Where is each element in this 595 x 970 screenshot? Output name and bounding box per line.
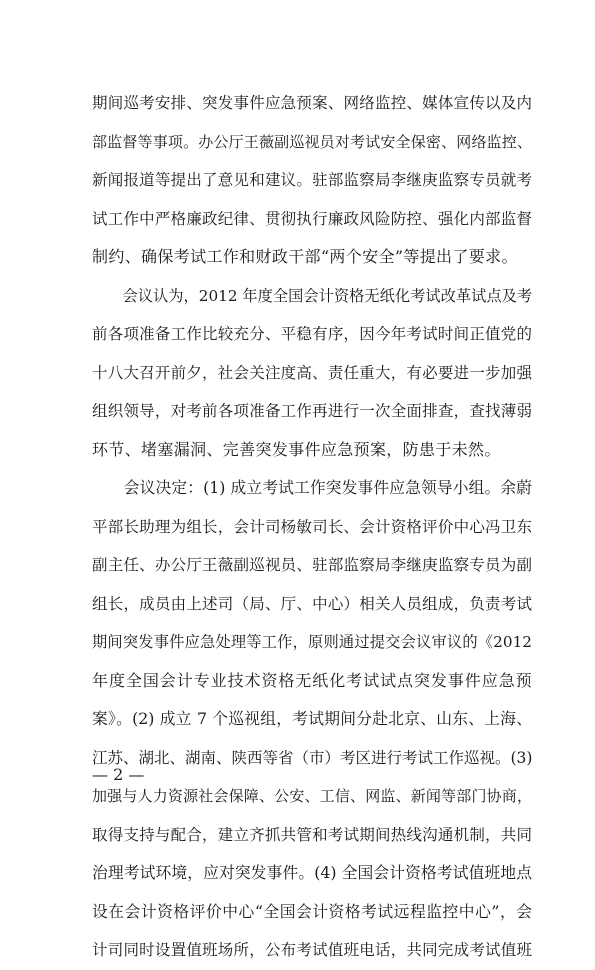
text-line: 制约、确保考试工作和财政干部“两个安全”等提出了要求。	[92, 247, 518, 266]
text-line: 部监督等事项。办公厅王薇副巡视员对考试安全保密、网络监控、	[92, 132, 532, 151]
text-line: 期间突发事件应急处理等工作，原则通过提交会议审议的《2012	[92, 633, 532, 651]
text-line: 平部长助理为组长，会计司杨敏司长、会计资格评价中心冯卫东	[92, 517, 532, 536]
text-line: 期间巡考安排、突发事件应急预案、网络监控、媒体宣传以及内	[92, 94, 532, 112]
paragraph-3	[92, 469, 532, 970]
text-line: 设在会计资格评价中心“全国会计资格考试远程监控中心”，会	[92, 901, 532, 921]
text-line: 新闻报道等提出了意见和建议。驻部监察局李继庚监察专员就考	[92, 171, 532, 189]
text-line: 取得支持与配合，建立齐抓共管和考试期间热线沟通机制，共同	[92, 825, 532, 844]
text-line: 环节、堵塞漏洞、完善突发事件应急预案，防患于未然。	[92, 439, 501, 459]
text-line: 前各项准备工作比较充分、平稳有序，因今年考试时间正值党的	[92, 325, 532, 343]
body-text	[92, 84, 532, 970]
text-line: 副主任、办公厅王薇副巡视员、驻部监察局李继庚监察专员为副	[92, 556, 532, 574]
text-line: 试工作中严格廉政纪律、贯彻执行廉政风险防控、强化内部监督	[92, 209, 532, 228]
text-line: 加强与人力资源社会保障、公安、工信、网监、新闻等部门协商，	[92, 787, 532, 805]
text-line: 年度全国会计专业技术资格无纸化考试试点突发事件应急预	[92, 670, 532, 690]
text-line: 案》。(2) 成立 7 个巡视组，考试期间分赴北京、山东、上海、	[92, 709, 532, 728]
text-line: 十八大召开前夕，社会关注度高、责任重大，有必要进一步加强	[92, 363, 532, 382]
text-line: 治理考试环境，应对突发事件。(4) 全国会计资格考试值班地点	[92, 863, 532, 882]
paragraph-2	[92, 277, 532, 470]
page-number: — 2 —	[92, 765, 145, 784]
text-line: 计司同时设置值班场所，公布考试值班电话，共同完成考试值班	[92, 941, 532, 959]
paragraph-1	[92, 84, 532, 277]
text-line: 会议认为，2012 年度全国会计资格无纸化考试改革试点及考	[92, 286, 533, 305]
text-line: 会议决定：(1) 成立考试工作突发事件应急领导小组。余蔚	[92, 478, 532, 497]
text-line: 组长，成员由上述司（局、厅、中心）相关人员组成，负责考试	[92, 594, 532, 613]
text-line: 江苏、湖北、湖南、陕西等省（市）考区进行考试工作巡视。(3)	[92, 748, 533, 767]
text-line: 组织领导，对考前各项准备工作再进行一次全面排查，查找薄弱	[92, 402, 532, 420]
